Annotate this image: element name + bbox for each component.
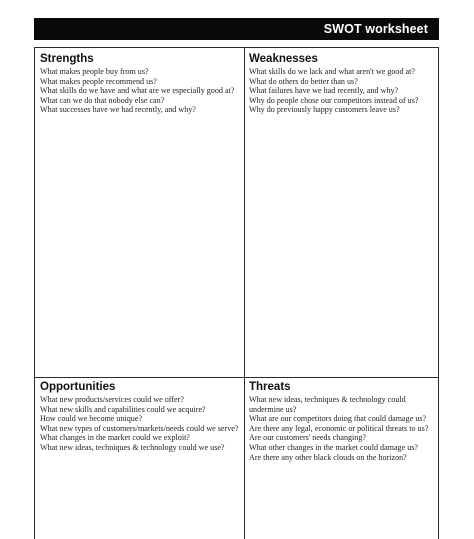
opportunities-item: What new ideas, techniques & technology could we use? [40,442,225,452]
opportunities-item: What new skills and capabilities could we acquire? [40,404,206,414]
strengths-item: What makes people recommend us? [40,76,157,86]
swot-grid [34,47,439,539]
threats-item: What other changes in the market could damage us? [249,442,419,452]
vertical-divider [244,48,245,539]
opportunities-item: What new types of customers/markets/needs could we serve? [40,423,239,433]
threats-item: Are there any legal, economic or political threats to us? [249,423,429,433]
opportunities-quadrant [40,381,242,453]
worksheet-title: SWOT worksheet [323,22,428,36]
horizontal-divider [35,377,438,378]
weaknesses-item: What failures have we had recently, and why? [249,86,399,96]
strengths-heading: Strengths [40,53,94,65]
opportunities-list [40,395,242,453]
weaknesses-item: Why do people chose our competitors instead of us? [249,95,419,105]
weaknesses-list [249,67,435,115]
opportunities-heading: Opportunities [40,381,116,393]
title-bar [34,18,439,40]
strengths-quadrant [40,53,242,115]
strengths-item: What makes people buy from us? [40,67,149,76]
weaknesses-heading: Weaknesses [249,53,318,65]
threats-item: Are there any other black clouds on the horizon? [249,452,407,462]
threats-heading: Threats [249,381,291,393]
weaknesses-item: What skills do we lack and what aren't we good at? [249,67,415,76]
strengths-item: What can we do that nobody else can? [40,95,165,105]
strengths-list [40,67,242,115]
strengths-item: What skills do we have and what are we especially good at? [40,86,235,96]
opportunities-item: What changes in the market could we exploit? [40,433,190,443]
weaknesses-item: What do others do better than us? [249,76,358,86]
threats-list [249,395,435,462]
threats-item: What new ideas, techniques & technology could undermine us? [249,395,406,414]
weaknesses-item: Why do previously happy customers leave us? [249,105,400,115]
threats-item: Are our customers' needs changing? [249,433,366,443]
opportunities-item: What new products/services could we offer? [40,395,184,404]
threats-quadrant [249,381,435,462]
threats-item: What are our competitors doing that could damage us? [249,414,427,424]
opportunities-item: How could we become unique? [40,414,143,424]
strengths-item: What successes have we had recently, and why? [40,105,196,115]
weaknesses-quadrant [249,53,435,115]
